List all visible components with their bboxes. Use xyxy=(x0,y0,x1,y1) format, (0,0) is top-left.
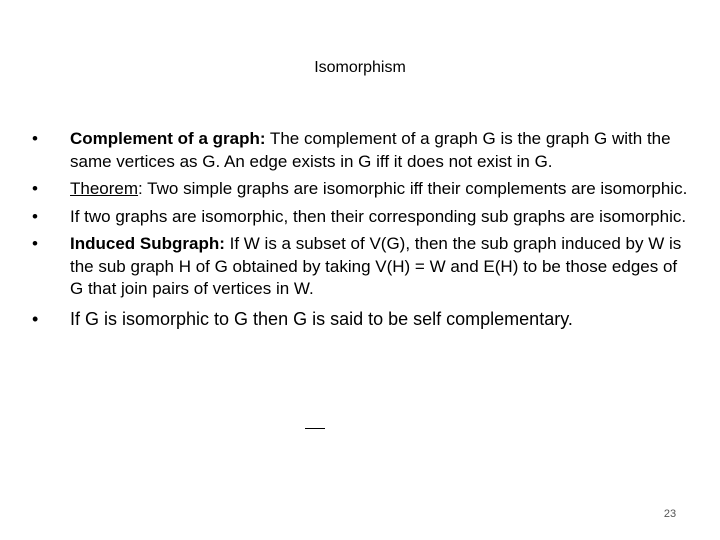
bullet-text: : Two simple graphs are isomorphic iff their complements are isomorphic. xyxy=(138,179,688,198)
bullet-complement-of-a-graph xyxy=(32,128,692,173)
bullet-dot: • xyxy=(32,234,38,253)
bullet-dot: • xyxy=(32,129,38,148)
page-number: 23 xyxy=(663,508,677,520)
bullet-dot: • xyxy=(32,308,39,329)
slide-title: Isomorphism xyxy=(314,59,406,76)
bullet-lead: Complement of a graph: xyxy=(70,129,266,148)
bullet-text: The complement of a graph G is the graph G with the same vertices as G. An edge exists in G iff it does not exist in G. xyxy=(70,129,671,171)
bullet-list xyxy=(32,128,692,330)
bullet-self-complementary xyxy=(32,308,692,331)
bullet-text: If W is a subset of V(G), then the sub graph induced by W is the sub graph H of G obtained by taking V(H) = W and E(H) to be those edges of G that join pairs of vertices in W. xyxy=(70,234,682,298)
bullet-lead: Theorem xyxy=(70,179,139,198)
bullet-dot: • xyxy=(32,206,38,226)
bullet-lead: Induced Subgraph: xyxy=(70,234,225,253)
bullet-theorem xyxy=(32,178,692,201)
bullet-text: If two graphs are isomorphic, then their corresponding sub graphs are isomorphic. xyxy=(70,206,687,226)
bullet-text: If G is isomorphic to G then G is said to be self complementary. xyxy=(70,308,573,329)
decorative-underline-mark xyxy=(305,428,325,429)
bullet-isomorphic-subgraphs xyxy=(32,206,692,229)
bullet-dot: • xyxy=(32,179,38,198)
bullet-induced-subgraph xyxy=(32,233,692,301)
